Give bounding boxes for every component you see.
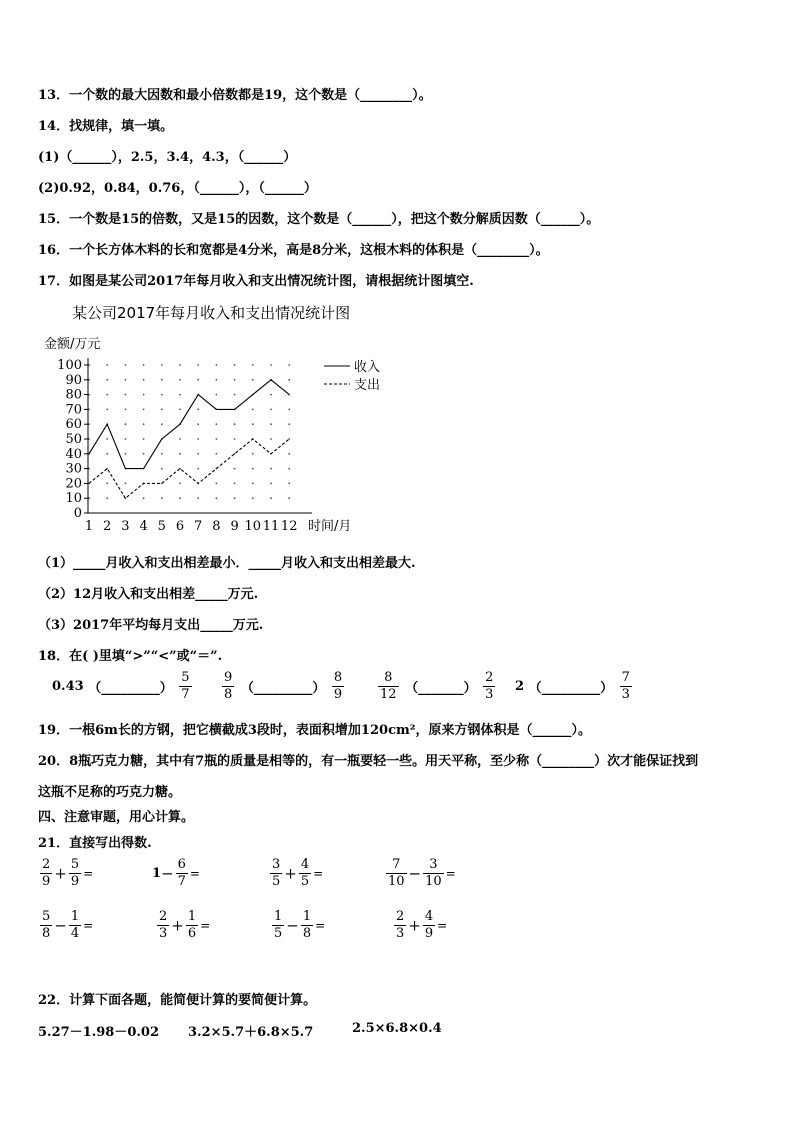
grid-dot — [234, 379, 236, 381]
grid-dot — [197, 379, 199, 381]
grid-dot — [125, 483, 127, 485]
question-14-part-2: (2)0.92，0.84，0.76，（______），（______） — [38, 181, 317, 196]
grid-dot — [234, 394, 236, 396]
y-tick-label: 20 — [65, 476, 82, 492]
compare-blank[interactable]: （_______） — [405, 681, 477, 696]
x-tick-label: 9 — [230, 519, 239, 534]
y-tick-label: 60 — [65, 417, 82, 433]
x-tick-label: 12 — [280, 519, 298, 534]
question-14-part-1: (1)（______），2.5，3.4，4.3，（______） — [38, 150, 297, 165]
grid-dot — [143, 453, 145, 455]
grid-dot — [288, 468, 290, 470]
question-21: 21．直接写出得数. — [38, 836, 152, 851]
grid-dot — [179, 483, 181, 485]
compare-right-fraction: $\frac{5}{7}$ — [181, 670, 190, 702]
grid-dot — [106, 483, 108, 485]
grid-dot — [252, 483, 254, 485]
question-17: 17．如图是某公司2017年每月收入和支出情况统计图，请根据统计图填空. — [38, 274, 474, 289]
y-tick-label: 80 — [65, 387, 82, 403]
grid-dot — [161, 468, 163, 470]
grid-dot — [270, 497, 272, 499]
grid-dot — [234, 483, 236, 485]
grid-dot — [106, 438, 108, 440]
chart-title: 某公司2017年每月收入和支出情况统计图 — [72, 304, 351, 322]
grid-dot — [197, 453, 199, 455]
question-18: 18．在( )里填“>”“<”或“＝”. — [38, 649, 223, 664]
x-tick-label: 4 — [139, 519, 148, 534]
grid-dot — [288, 497, 290, 499]
x-tick-label: 6 — [175, 519, 185, 534]
question-17-part-3: （3）2017年平均每月支出_____万元. — [38, 618, 264, 633]
grid-dot — [216, 438, 218, 440]
compare-right-fraction: $\frac{2}{3}$ — [485, 670, 494, 702]
grid-dot — [252, 364, 254, 366]
grid-dot — [161, 497, 163, 499]
y-tick-label: 40 — [65, 446, 82, 462]
grid-dot — [179, 453, 181, 455]
question-15: 15．一个数是15的倍数，又是15的因数，这个数是（______），把这个数分解质因数（______）。 — [38, 212, 600, 227]
grid-dot — [288, 483, 290, 485]
grid-dot — [143, 409, 145, 411]
grid-dot — [216, 453, 218, 455]
grid-dot — [125, 364, 127, 366]
grid-dot — [216, 483, 218, 485]
grid-dot — [270, 423, 272, 425]
y-tick-label: 90 — [65, 372, 82, 388]
grid-dot — [234, 468, 236, 470]
grid-dot — [288, 453, 290, 455]
x-tick-label: 7 — [194, 519, 203, 534]
grid-dot — [125, 409, 127, 411]
y-tick-label: 0 — [73, 506, 82, 521]
grid-dot — [143, 423, 145, 425]
line-chart — [40, 330, 400, 535]
compare-left-value: 2 — [515, 679, 525, 694]
grid-dot — [197, 497, 199, 499]
grid-dot — [270, 483, 272, 485]
y-tick-label: 100 — [57, 358, 82, 373]
question-17-part-1: （1）_____月收入和支出相差最小．_____月收入和支出相差最大. — [38, 556, 416, 571]
grid-dot — [197, 423, 199, 425]
x-tick-label: 2 — [103, 519, 112, 534]
grid-dot — [252, 497, 254, 499]
calc-expression: 2.5×6.8×0.4 — [352, 1021, 442, 1036]
grid-dot — [234, 438, 236, 440]
y-tick-label: 50 — [65, 432, 82, 447]
grid-dot — [125, 453, 127, 455]
grid-dot — [179, 379, 181, 381]
calc-item: $\frac{2}{3}$ + $\frac{4}{9}$ = — [396, 909, 448, 941]
grid-dot — [161, 394, 163, 396]
grid-dot — [179, 497, 181, 499]
y-tick-label: 70 — [65, 402, 82, 418]
grid-dot — [288, 423, 290, 425]
grid-dot — [106, 497, 108, 499]
calc-item: $\frac{2}{9}$ + $\frac{5}{9}$ = — [42, 857, 94, 889]
legend-label: 收入 — [354, 360, 381, 375]
calc-item: 1− $\frac{6}{7}$ = — [152, 857, 200, 889]
y-axis-title: 金额/万元 — [44, 337, 101, 352]
calc-item: $\frac{7}{10}$ − $\frac{3}{10}$ = — [388, 857, 456, 889]
calc-item: $\frac{2}{3}$ + $\frac{1}{6}$ = — [159, 909, 211, 941]
grid-dot — [125, 438, 127, 440]
compare-right-fraction: $\frac{7}{3}$ — [621, 670, 630, 702]
grid-dot — [143, 364, 145, 366]
grid-dot — [106, 364, 108, 366]
grid-dot — [106, 394, 108, 396]
grid-dot — [234, 364, 236, 366]
calc-expression: 3.2×5.7＋6.8×5.7 — [188, 1025, 314, 1040]
grid-dot — [216, 497, 218, 499]
grid-dot — [161, 364, 163, 366]
compare-left-fraction: $\frac{9}{8}$ — [224, 670, 233, 702]
grid-dot — [252, 468, 254, 470]
grid-dot — [234, 497, 236, 499]
calc-item: $\frac{5}{8}$ − $\frac{1}{4}$ = — [42, 909, 94, 941]
grid-dot — [161, 453, 163, 455]
compare-left-fraction: $\frac{8}{12}$ — [380, 670, 397, 702]
question-19: 19．一根6m长的方钢，把它横截成3段时，表面积增加120cm²，原来方钢体积是（______）。 — [38, 723, 591, 738]
series-line-2 — [89, 439, 289, 498]
x-tick-label: 1 — [84, 519, 94, 534]
grid-dot — [216, 364, 218, 366]
legend-label: 支出 — [354, 378, 381, 393]
grid-dot — [216, 379, 218, 381]
compare-item-3 — [376, 670, 497, 703]
grid-dot — [216, 423, 218, 425]
question-14: 14．找规律，填一填。 — [38, 119, 174, 134]
grid-dot — [252, 409, 254, 411]
grid-dot — [125, 379, 127, 381]
grid-dot — [197, 468, 199, 470]
x-tick-label: 11 — [262, 519, 280, 534]
grid-dot — [179, 364, 181, 366]
grid-dot — [252, 453, 254, 455]
calc-item: $\frac{3}{5}$ + $\frac{4}{5}$ = — [272, 857, 324, 889]
grid-dot — [161, 423, 163, 425]
grid-dot — [197, 409, 199, 411]
grid-dot — [106, 453, 108, 455]
grid-dot — [288, 438, 290, 440]
x-axis-title: 时间/月 — [308, 519, 352, 534]
y-tick-label: 30 — [65, 461, 82, 477]
grid-dot — [179, 438, 181, 440]
grid-dot — [216, 394, 218, 396]
grid-dot — [179, 409, 181, 411]
x-tick-label: 10 — [244, 519, 262, 534]
grid-dot — [197, 364, 199, 366]
grid-dot — [161, 379, 163, 381]
grid-dot — [125, 423, 127, 425]
grid-dot — [143, 497, 145, 499]
grid-dot — [288, 364, 290, 366]
calc-expression: 5.27－1.98－0.02 — [38, 1025, 159, 1040]
grid-dot — [288, 409, 290, 411]
grid-dot — [234, 423, 236, 425]
question-16: 16．一个长方体木料的长和宽都是4分米，高是8分米，这根木料的体积是（________）。 — [38, 243, 549, 258]
grid-dot — [270, 394, 272, 396]
section-heading: 四、注意审题，用心计算。 — [38, 810, 195, 825]
grid-dot — [143, 379, 145, 381]
grid-dot — [106, 379, 108, 381]
question-22: 22．计算下面各题，能简便计算的要简便计算。 — [38, 993, 317, 1008]
compare-blank[interactable]: （_________） — [528, 681, 614, 696]
grid-dot — [143, 394, 145, 396]
grid-dot — [143, 438, 145, 440]
x-tick-label: 8 — [212, 519, 221, 534]
grid-dot — [252, 423, 254, 425]
question-20-continued: 这瓶不足称的巧克力糖。 — [38, 785, 182, 800]
grid-dot — [161, 409, 163, 411]
grid-dot — [197, 438, 199, 440]
calc-item: $\frac{1}{5}$ − $\frac{1}{8}$ = — [274, 909, 326, 941]
question-20: 20．8瓶巧克力糖，其中有7瓶的质量是相等的，有一瓶要轻一些。用天平称，至少称（________）次才能保证找到 — [38, 754, 699, 769]
compare-item-1 — [52, 670, 194, 703]
x-tick-label: 5 — [157, 519, 166, 534]
grid-dot — [270, 409, 272, 411]
grid-dot — [270, 438, 272, 440]
compare-item-2 — [220, 670, 346, 703]
question-17-part-2: （2）12月收入和支出相差_____万元. — [38, 587, 259, 602]
grid-dot — [125, 394, 127, 396]
grid-dot — [252, 379, 254, 381]
compare-item-4 — [515, 670, 634, 703]
grid-dot — [179, 394, 181, 396]
grid-dot — [288, 379, 290, 381]
question-13: 13．一个数的最大因数和最小倍数都是19，这个数是（________）。 — [38, 88, 432, 103]
grid-dot — [106, 409, 108, 411]
x-tick-label: 3 — [121, 519, 130, 534]
compare-blank[interactable]: （_________） — [88, 681, 173, 696]
compare-blank[interactable]: （_________） — [240, 681, 326, 696]
y-tick-label: 10 — [65, 491, 82, 507]
grid-dot — [270, 468, 272, 470]
series-line-1 — [89, 380, 289, 469]
compare-right-fraction: $\frac{8}{9}$ — [333, 670, 343, 702]
grid-dot — [270, 364, 272, 366]
compare-left-value: 0.43 — [52, 679, 84, 694]
